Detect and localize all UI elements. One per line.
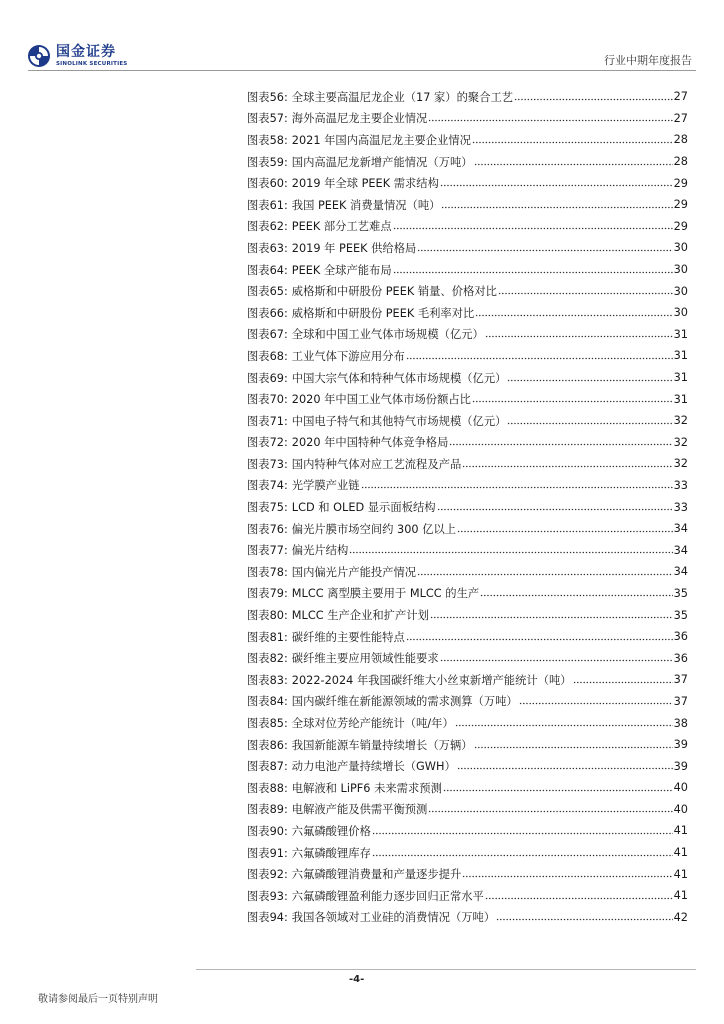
toc-entry-page: 41 [673,889,688,903]
toc-dot-leader [573,678,673,686]
toc-entry-label: 图表69: [247,371,288,385]
toc-entry-page: 29 [673,219,688,233]
toc-entry-title: 偏光片结构 [291,544,349,558]
toc-entry[interactable] [247,194,688,216]
toc-entry-label: 图表70: [247,393,288,407]
toc-entry-title: 全球对位芳纶产能统计（吨/年） [291,717,454,731]
toc-dot-leader [428,808,672,816]
toc-entry-page: 29 [673,198,688,212]
toc-dot-leader [393,225,673,233]
toc-dot-leader [485,894,673,902]
toc-entry-page: 35 [673,586,688,600]
toc-dot-leader [457,765,673,773]
toc-entry-page: 37 [673,694,688,708]
toc-entry-label: 图表72: [247,436,288,450]
toc-entry-label: 图表71: [247,414,288,428]
toc-entry-page: 31 [673,349,688,363]
toc-dot-leader [449,441,672,449]
toc-dot-leader [462,873,672,881]
toc-entry[interactable] [247,647,688,669]
toc-entry-title: 国内高温尼龙新增产能情况（万吨） [291,155,473,169]
toc-entry-page: 30 [673,284,688,298]
toc-entry-page: 27 [673,90,688,104]
toc-entry-page: 34 [673,565,688,579]
toc-entry-page: 36 [673,651,688,665]
toc-entry-page: 29 [673,176,688,190]
toc-entry[interactable] [247,453,688,475]
toc-entry-label: 图表81: [247,630,288,644]
toc-dot-leader [474,743,673,751]
toc-entry-page: 28 [673,133,688,147]
toc-dot-leader [507,419,672,427]
toc-entry-label: 图表64: [247,263,288,277]
toc-entry[interactable] [247,367,688,389]
toc-dot-leader [485,333,673,341]
toc-entry[interactable] [247,216,688,238]
page-number: -4- [349,974,365,985]
toc-dot-leader [496,916,672,924]
toc-entry[interactable] [247,691,688,713]
toc-entry-page: 40 [673,802,688,816]
toc-entry-label: 图表59: [247,155,288,169]
toc-entry-page: 39 [673,738,688,752]
toc-entry-title: 我国 PEEK 消费量情况（吨） [291,198,441,212]
toc-entry-title: 六氟磷酸锂价格 [291,824,371,838]
toc-entry[interactable] [247,432,688,454]
toc-entry-title: 2021 年国内高温尼龙主要企业情况 [291,133,471,147]
toc-dot-leader [507,376,672,384]
toc-entry-label: 图表82: [247,652,288,666]
toc-dot-leader [417,570,673,578]
toc-entry[interactable] [247,799,688,821]
toc-entry[interactable] [247,172,688,194]
toc-entry[interactable] [247,302,688,324]
toc-entry-page: 32 [673,457,688,471]
toc-entry-title: 光学膜产业链 [291,479,360,493]
toc-entry[interactable] [247,518,688,540]
toc-entry[interactable] [247,583,688,605]
toc-entry-label: 图表73: [247,457,288,471]
disclaimer-note: 敬请参阅最后一页特别声明 [38,994,158,1005]
toc-entry[interactable] [247,129,688,151]
toc-entry[interactable] [247,734,688,756]
toc-entry[interactable] [247,324,688,346]
toc-entry-page: 33 [673,500,688,514]
toc-entry-label: 图表61: [247,198,288,212]
toc-entry-page: 41 [673,867,688,881]
toc-entry-label: 图表83: [247,673,288,687]
toc-entry-label: 图表88: [247,781,288,795]
toc-entry-page: 30 [673,241,688,255]
toc-dot-leader [372,829,673,837]
toc-dot-leader [519,700,673,708]
toc-entry-page: 32 [673,435,688,449]
toc-entry-label: 图表77: [247,544,288,558]
toc-entry-title: LCD 和 OLED 显示面板结构 [291,501,436,515]
toc-entry-page: 41 [673,846,688,860]
toc-dot-leader [406,354,673,362]
toc-entry-title: PEEK 全球产能布局 [291,263,392,277]
footer-divider [196,969,696,970]
toc-entry-title: 威格斯和中研股份 PEEK 销量、价格对比 [291,285,497,299]
toc-entry-title: 电解液和 LiPF6 未来需求预测 [291,781,442,795]
toc-dot-leader [417,246,672,254]
toc-entry-label: 图表85: [247,717,288,731]
page-header [0,0,724,80]
toc-entry-title: 六氟磷酸锂盈利能力逐步回归正常水平 [291,889,484,903]
toc-entry-label: 图表58: [247,133,288,147]
toc-entry[interactable] [247,496,688,518]
toc-entry-title: PEEK 部分工艺难点 [291,220,392,234]
toc-entry[interactable] [247,820,688,842]
toc-entry-page: 32 [673,414,688,428]
toc-dot-leader [440,657,673,665]
toc-dot-leader [480,592,672,600]
toc-entry-label: 图表79: [247,587,288,601]
toc-entry-page: 42 [673,910,688,924]
toc-dot-leader [361,484,673,492]
toc-entry-title: 中国电子特气和其他特气市场规模（亿元） [291,414,507,428]
toc-entry-title: 六氟磷酸锂库存 [291,846,371,860]
toc-entry-label: 图表90: [247,824,288,838]
toc-entry-label: 图表62: [247,220,288,234]
toc-entry-label: 图表84: [247,695,288,709]
toc-entry-title: 海外高温尼龙主要企业情况 [291,112,428,126]
toc-entry[interactable] [247,755,688,777]
toc-entry[interactable] [247,151,688,173]
toc-entry[interactable] [247,108,688,130]
toc-entry[interactable] [247,539,688,561]
toc-entry-title: 2020 年中国特种气体竞争格局 [291,436,449,450]
toc-entry-page: 30 [673,263,688,277]
toc-entry[interactable] [247,604,688,626]
toc-entry-page: 33 [673,478,688,492]
toc-entry-label: 图表78: [247,565,288,579]
logo-english-name: SINOLINK SECURITIES [56,61,128,67]
toc-entry[interactable] [247,712,688,734]
toc-entry-title: 全球和中国工业气体市场规模（亿元） [291,328,484,342]
toc-entry-label: 图表75: [247,501,288,515]
toc-entry-page: 37 [673,673,688,687]
toc-entry[interactable] [247,626,688,648]
toc-dot-leader [472,138,673,146]
toc-dot-leader [498,290,673,298]
logo-chinese-name: 国金证券 [56,44,116,60]
toc-entry-label: 图表67: [247,328,288,342]
toc-entry-page: 27 [673,111,688,125]
figure-list [247,86,688,928]
toc-dot-leader [474,160,673,168]
toc-entry-page: 31 [673,327,688,341]
toc-entry[interactable] [247,669,688,691]
toc-entry-title: 碳纤维主要应用领域性能要求 [291,652,439,666]
toc-dot-leader [393,268,673,276]
toc-entry-title: MLCC 生产企业和扩产计划 [291,609,429,623]
toc-entry-label: 图表56: [247,90,288,104]
toc-entry-label: 图表63: [247,241,288,255]
toc-entry-title: 碳纤维的主要性能特点 [291,630,405,644]
toc-dot-leader [462,462,672,470]
toc-entry-title: 2019 年 PEEK 供给格局 [291,241,417,255]
report-type-title: 行业中期年度报告 [604,54,692,67]
toc-entry[interactable] [247,863,688,885]
toc-dot-leader [457,527,673,535]
toc-entry-title: 动力电池产量持续增长（GWH） [291,760,456,774]
toc-entry-page: 31 [673,371,688,385]
toc-dot-leader [443,786,673,794]
toc-dot-leader [475,311,672,319]
toc-entry-page: 38 [673,716,688,730]
toc-entry[interactable] [247,842,688,864]
toc-entry-title: 国内碳纤维在新能源领域的需求测算（万吨） [291,695,518,709]
toc-entry-page: 39 [673,759,688,773]
toc-entry-label: 图表65: [247,285,288,299]
toc-dot-leader [455,722,673,730]
toc-dot-leader [472,398,673,406]
toc-entry-title: 我国各领域对工业硅的消费情况（万吨） [291,911,496,925]
toc-entry-page: 31 [673,392,688,406]
toc-entry-title: 偏光片膜市场空间约 300 亿以上 [291,522,457,536]
toc-entry-label: 图表68: [247,349,288,363]
toc-entry[interactable] [247,280,688,302]
toc-entry[interactable] [247,410,688,432]
toc-entry-title: 2022-2024 年我国碳纤维大小丝束新增产能统计（吨） [291,673,572,687]
toc-entry[interactable] [247,475,688,497]
toc-entry-title: 全球主要高温尼龙企业（17 家）的聚合工艺 [291,90,514,104]
toc-dot-leader [349,549,672,557]
toc-dot-leader [406,635,673,643]
toc-entry-title: 国内特种气体对应工艺流程及产品 [291,457,462,471]
toc-entry-title: 2019 年全球 PEEK 需求结构 [291,177,439,191]
toc-entry-page: 41 [673,824,688,838]
toc-dot-leader [441,203,672,211]
toc-entry-title: MLCC 离型膜主要用于 MLCC 的生产 [291,587,480,601]
toc-entry[interactable] [247,388,688,410]
toc-entry-title: 工业气体下游应用分布 [291,349,405,363]
toc-entry-title: 我国新能源车销量持续增长（万辆） [291,738,473,752]
toc-entry-page: 34 [673,543,688,557]
toc-entry-title: 中国大宗气体和特种气体市场规模（亿元） [291,371,507,385]
toc-entry[interactable] [247,885,688,907]
toc-entry-title: 国内偏光片产能投产情况 [291,565,417,579]
toc-entry-label: 图表93: [247,889,288,903]
toc-entry-label: 图表80: [247,609,288,623]
toc-dot-leader [428,117,672,125]
header-divider [28,70,696,71]
toc-entry-label: 图表76: [247,522,288,536]
toc-entry-title: 六氟磷酸锂消费量和产量逐步提升 [291,868,462,882]
sinolink-logo-icon [27,44,51,68]
toc-dot-leader [372,851,673,859]
toc-entry[interactable] [247,777,688,799]
toc-entry-label: 图表89: [247,803,288,817]
toc-entry[interactable] [247,259,688,281]
toc-entry-label: 图表66: [247,306,288,320]
toc-dot-leader [514,95,673,103]
toc-dot-leader [440,182,673,190]
toc-entry-label: 图表87: [247,760,288,774]
toc-entry[interactable] [247,345,688,367]
toc-entry-page: 36 [673,630,688,644]
toc-entry-label: 图表91: [247,846,288,860]
toc-entry-label: 图表57: [247,112,288,126]
toc-entry-label: 图表86: [247,738,288,752]
toc-entry-title: 2020 年中国工业气体市场份额占比 [291,393,471,407]
toc-entry-page: 30 [673,306,688,320]
toc-entry-label: 图表94: [247,911,288,925]
toc-entry[interactable] [247,561,688,583]
toc-entry-title: 威格斯和中研股份 PEEK 毛利率对比 [291,306,475,320]
toc-entry[interactable] [247,237,688,259]
toc-entry-title: 电解液产能及供需平衡预测 [291,803,428,817]
toc-entry-page: 40 [673,781,688,795]
sinolink-logo [27,40,127,72]
toc-entry-page: 34 [673,522,688,536]
toc-entry-page: 28 [673,155,688,169]
toc-dot-leader [437,506,673,514]
toc-dot-leader [430,614,673,622]
toc-entry[interactable] [247,86,688,108]
toc-entry-label: 图表60: [247,177,288,191]
toc-entry-page: 35 [673,608,688,622]
toc-entry-label: 图表92: [247,868,288,882]
toc-entry[interactable] [247,907,688,929]
toc-entry-label: 图表74: [247,479,288,493]
